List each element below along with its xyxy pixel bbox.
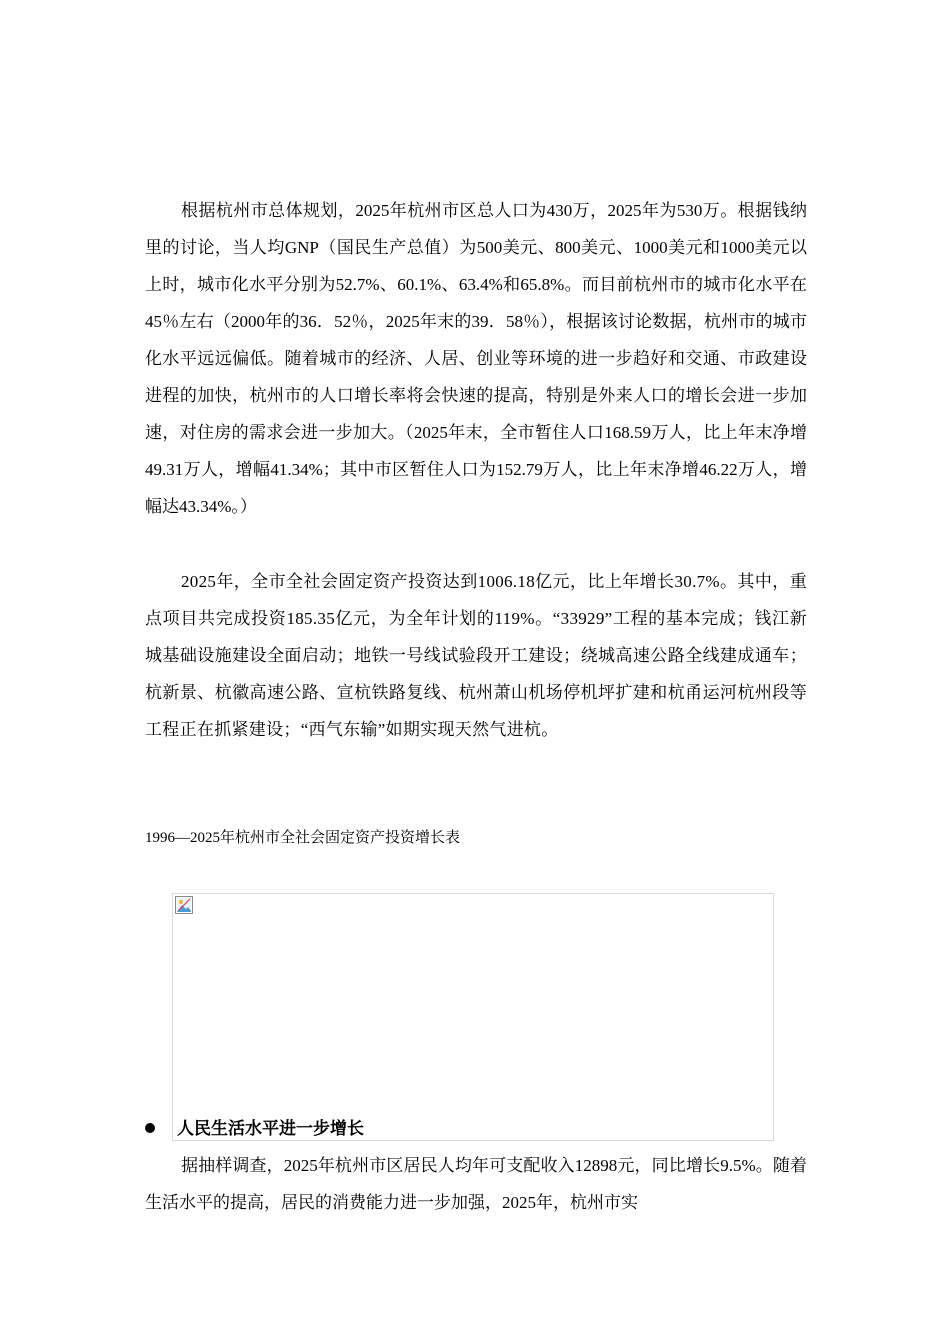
missing-chart-image	[172, 893, 774, 1141]
section-heading	[145, 1114, 364, 1144]
table-caption: 1996—2025年杭州市全社会固定资产投资增长表	[145, 830, 461, 846]
section-heading-text: 人民生活水平进一步增长	[177, 1119, 364, 1138]
paragraph-population: 根据杭州市总体规划，2025年杭州市区总人口为430万，2025年为530万。根据钱纳里的讨论，当人均GNP（国民生产总值）为500美元、800美元、1000美元和1000美元以上时，城市化水平分别为52.7%、60.1%、63.4%和65.8%。而目前杭州市的城市化水平在45％左右（2000年的36．52％，2025年末的39．58％），根据该讨论数据，杭州市的城市化水平远远偏低。随着城市的经济、人居、创业等环境的进一步趋好和交通、市政建设进程的加快，杭州市的人口增长率将会快速的提高，特别是外来人口的增长会进一步加速，对住房的需求会进一步加大。（2025年末，全市暂住人口168.59万人，比上年末净增49.31万人，增幅41.34%；其中市区暂住人口为152.79万人，比上年末净增46.22万人，增幅达43.34%。）	[145, 201, 807, 516]
paragraph-investment: 2025年，全市全社会固定资产投资达到1006.18亿元，比上年增长30.7%。其中，重点项目共完成投资185.35亿元，为全年计划的119%。“33929”工程的基本完成；钱江新城基础设施建设全面启动；地铁一号线试验段开工建设；绕城高速公路全线建成通车；杭新景、杭徽高速公路、宣杭铁路复线、杭州萧山机场停机坪扩建和杭甬运河杭州段等工程正在抓紧建设；“西气东输”如期实现天然气进杭。	[145, 572, 807, 739]
paragraph-income: 据抽样调查，2025年杭州市区居民人均年可支配收入12898元，同比增长9.5%。随着生活水平的提高，居民的消费能力进一步加强，2025年，杭州市实	[145, 1156, 807, 1212]
bullet-icon	[145, 1123, 155, 1133]
broken-image-icon	[175, 896, 193, 914]
